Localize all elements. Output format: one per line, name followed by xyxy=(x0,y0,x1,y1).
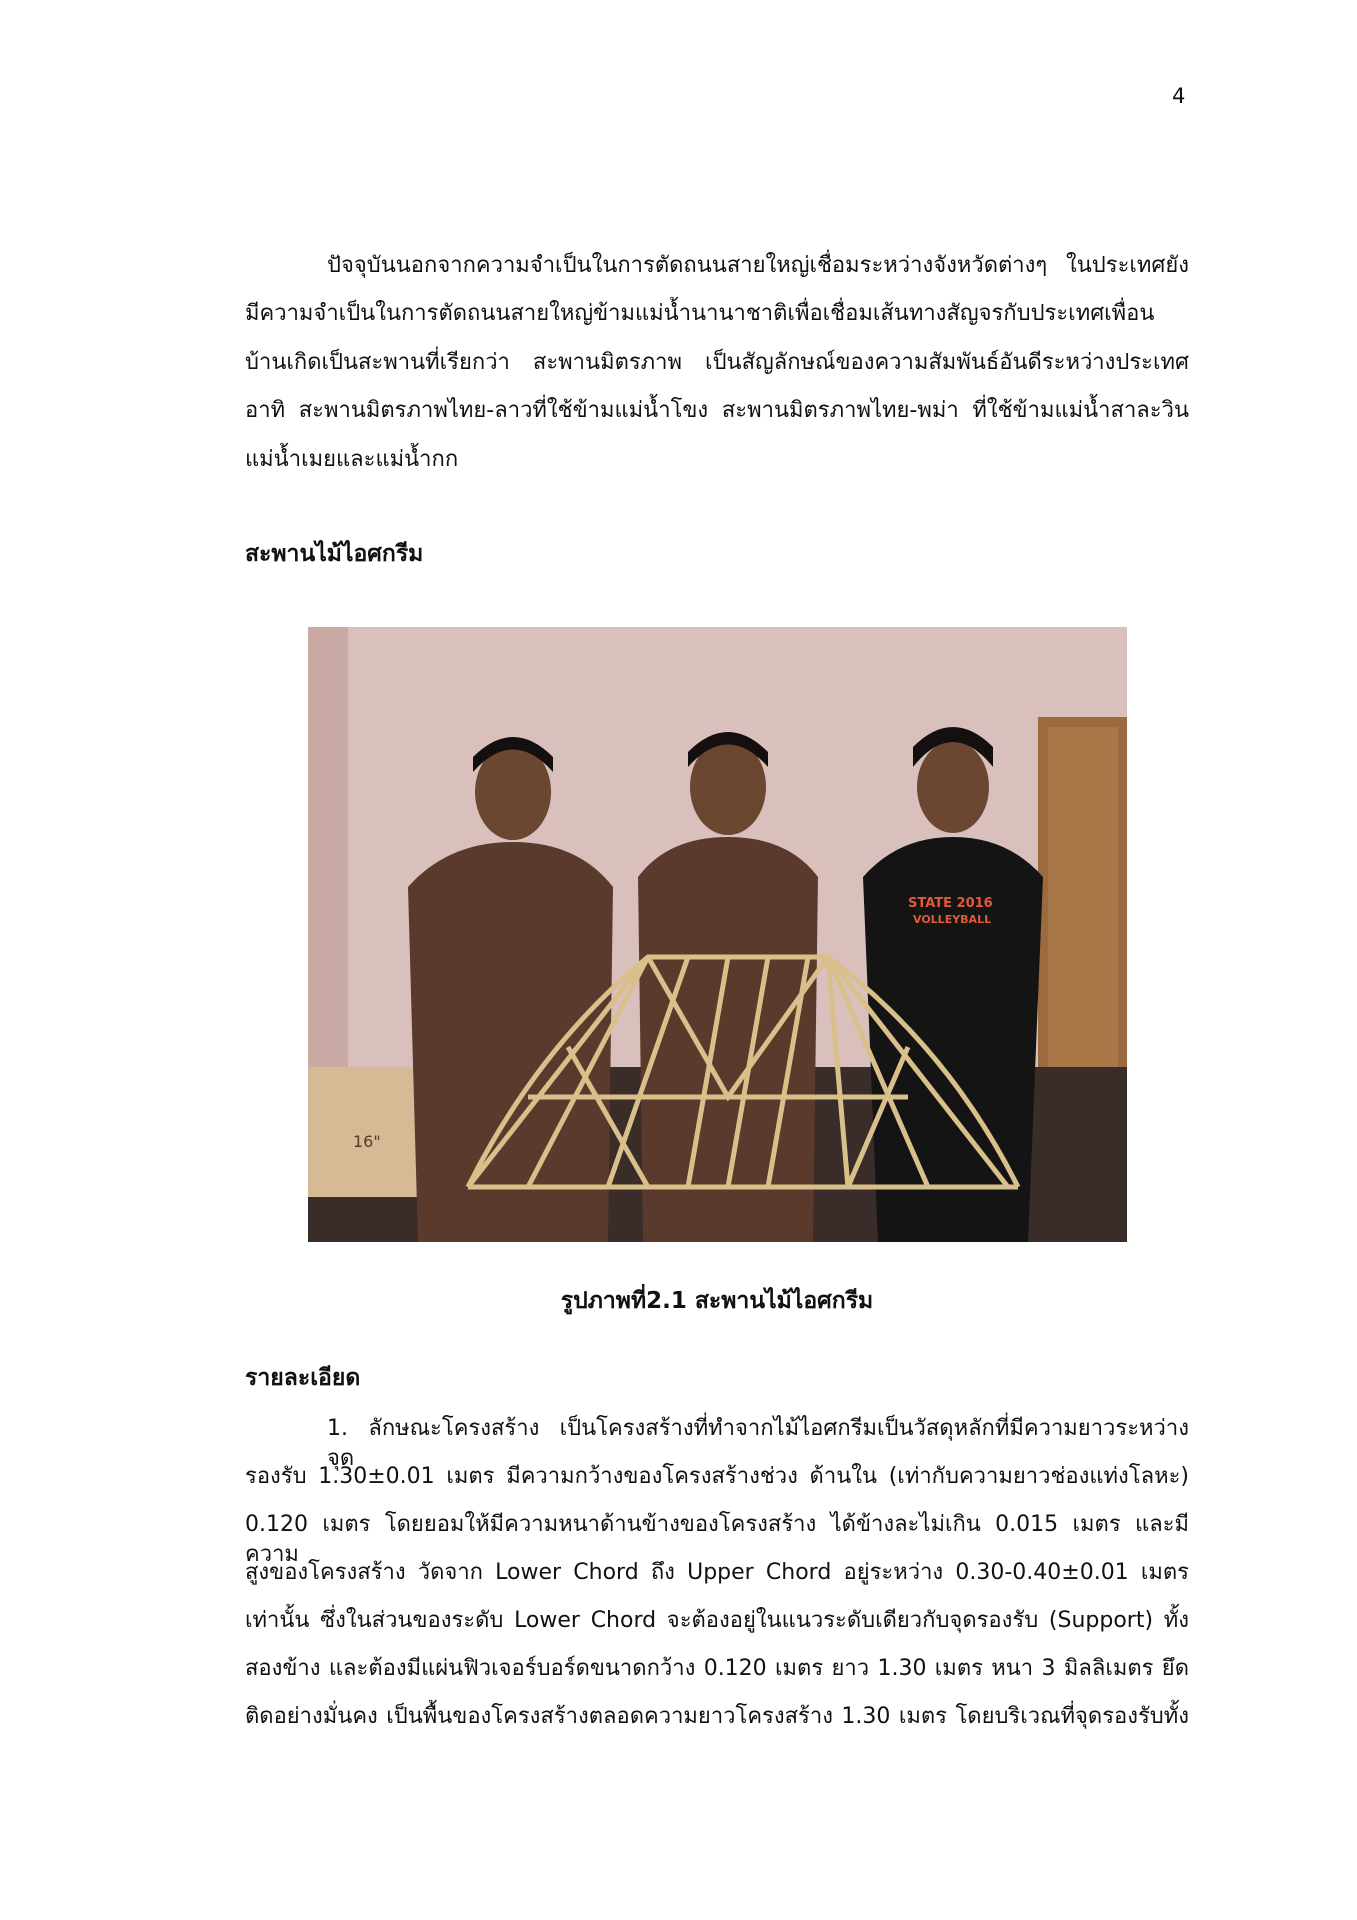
intro-line: มีความจำเป็นในการตัดถนนสายใหญ่ข้ามแม่น้ำนานาชาติเพื่อเชื่อมเส้นทางสัญจรกับประเทศเพื่อน xyxy=(245,301,1155,326)
details-heading: รายละเอียด xyxy=(245,1365,361,1391)
figure-caption: รูปภาพที่2.1 สะพานไม้ไอศกรีม xyxy=(560,1288,874,1314)
details-line: เท่านั้น ซึ่งในส่วนของระดับ Lower Chord จะต้องอยู่ในแนวระดับเดียวกับจุดรองรับ (Support) ทั้ง xyxy=(245,1608,1189,1633)
bridge-photo xyxy=(308,627,1127,1242)
photo-illustration xyxy=(308,627,1127,1242)
details-line: ติดอย่างมั่นคง เป็นพื้นของโครงสร้างตลอดความยาวโครงสร้าง 1.30 เมตร โดยบริเวณที่จุดรองรับทั้ง xyxy=(245,1704,1189,1729)
svg-text:STATE 2016: STATE 2016 xyxy=(908,896,993,911)
details-line: รองรับ 1.30±0.01 เมตร มีความกว้างของโครงสร้างช่วง ด้านใน (เท่ากับความยาวช่องแท่งโลหะ) xyxy=(245,1464,1189,1489)
svg-text:16": 16" xyxy=(353,1132,381,1151)
intro-line: อาทิ สะพานมิตรภาพไทย-ลาวที่ใช้ข้ามแม่น้ำโขง สะพานมิตรภาพไทย-พม่า ที่ใช้ข้ามแม่น้ำสาละวิน xyxy=(245,398,1189,423)
details-line: 0.120 เมตร โดยยอมให้มีความหนาด้านข้างของโครงสร้าง ได้ข้างละไม่เกิน 0.015 เมตร และมีความ xyxy=(245,1512,1189,1567)
details-line: สองข้าง และต้องมีแผ่นฟิวเจอร์บอร์ดขนาดกว้าง 0.120 เมตร ยาว 1.30 เมตร หนา 3 มิลลิเมตร ยึด xyxy=(245,1656,1189,1681)
intro-line: ปัจจุบันนอกจากความจำเป็นในการตัดถนนสายใหญ่เชื่อมระหว่างจังหวัดต่างๆ ในประเทศยัง xyxy=(327,253,1189,278)
intro-line: แม่น้ำเมยและแม่น้ำกก xyxy=(245,447,459,472)
details-line: สูงของโครงสร้าง วัดจาก Lower Chord ถึง Upper Chord อยู่ระหว่าง 0.30-0.40±0.01 เมตร xyxy=(245,1560,1189,1585)
details-line: 1. ลักษณะโครงสร้าง เป็นโครงสร้างที่ทำจากไม้ไอศกรีมเป็นวัสดุหลักที่มีความยาวระหว่างจุด xyxy=(327,1416,1189,1471)
intro-line: บ้านเกิดเป็นสะพานที่เรียกว่า สะพานมิตรภาพ เป็นสัญลักษณ์ของความสัมพันธ์อันดีระหว่างประเทศ xyxy=(245,350,1189,375)
page-number: 4 xyxy=(1172,84,1186,108)
section-heading: สะพานไม้ไอศกรีม xyxy=(245,541,424,567)
svg-text:VOLLEYBALL: VOLLEYBALL xyxy=(913,913,992,926)
